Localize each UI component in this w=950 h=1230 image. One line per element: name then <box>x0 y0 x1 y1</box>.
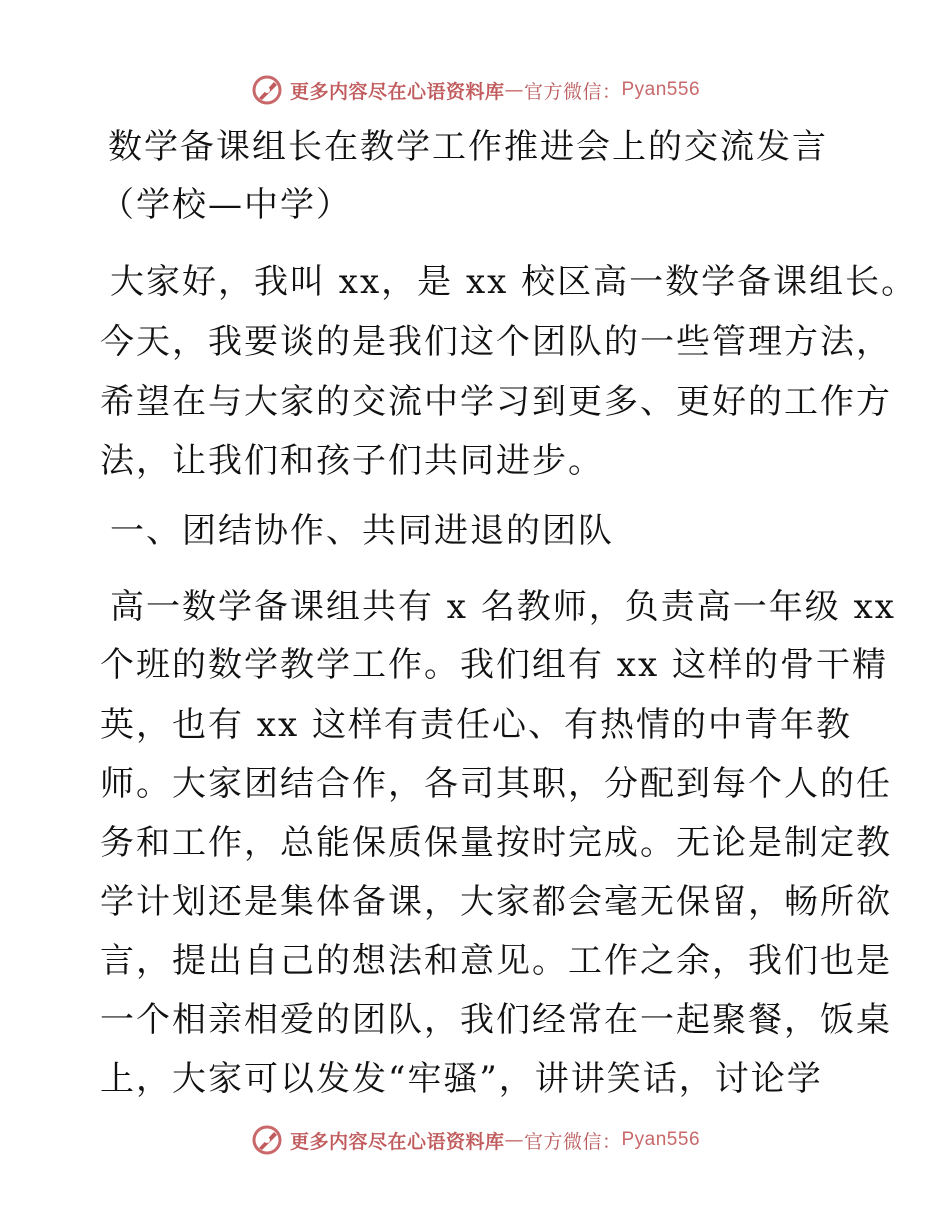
paragraph-line: 务和工作，总能保质保量按时完成。无论是制定教 <box>100 823 892 863</box>
header-watermark <box>0 70 950 110</box>
document-subtitle: （学校—中学） <box>100 185 352 225</box>
paragraph-line: 个班的数学教学工作。我们组有 xx 这样的骨干精 <box>100 645 888 685</box>
paragraph-line: 高一数学备课组共有 x 名教师，负责高一年级 xx <box>110 587 896 627</box>
paragraph-line: 英，也有 xx 这样有责任心、有热情的中青年教 <box>100 705 852 745</box>
paragraph-line: 师。大家团结合作，各司其职，分配到每个人的任 <box>100 764 892 804</box>
paragraph-line: 大家好，我叫 xx，是 xx 校区高一数学备课组长。 <box>110 262 918 302</box>
paragraph-line: 今天，我要谈的是我们这个团队的一些管理方法， <box>100 322 892 362</box>
paragraph-line: 学计划还是集体备课，大家都会毫无保留，畅所欲 <box>100 882 892 922</box>
watermark-separator: — <box>504 79 524 101</box>
paragraph-line: 一个相亲相爱的团队，我们经常在一起聚餐，饭桌 <box>100 1000 892 1040</box>
paragraph-line: 言，提出自己的想法和意见。工作之余，我们也是 <box>100 941 892 981</box>
watermark-separator: — <box>504 1129 524 1151</box>
pen-logo-icon <box>250 73 284 107</box>
document-title: 数学备课组长在教学工作推进会上的交流发言 <box>108 127 828 167</box>
watermark-site: 更多内容尽在心语资料库 <box>289 1130 505 1153</box>
watermark-wechat-label: 官方微信： <box>523 1130 622 1153</box>
paragraph-line: 希望在与大家的交流中学习到更多、更好的工作方 <box>100 382 892 422</box>
watermark-site: 更多内容尽在心语资料库 <box>289 80 505 103</box>
paragraph-line: 法，让我们和孩子们共同进步。 <box>100 441 604 481</box>
pen-logo-icon <box>250 1123 284 1157</box>
watermark-wechat-label: 官方微信： <box>523 80 622 103</box>
watermark-wechat-id: Pyan556 <box>621 1129 701 1150</box>
paragraph-line: 上，大家可以发发“牢骚”，讲讲笑话，讨论学 <box>100 1059 823 1099</box>
footer-watermark <box>0 1120 950 1160</box>
section-heading: 一、团结协作、共同进退的团队 <box>110 511 614 551</box>
watermark-wechat-id: Pyan556 <box>621 79 701 100</box>
